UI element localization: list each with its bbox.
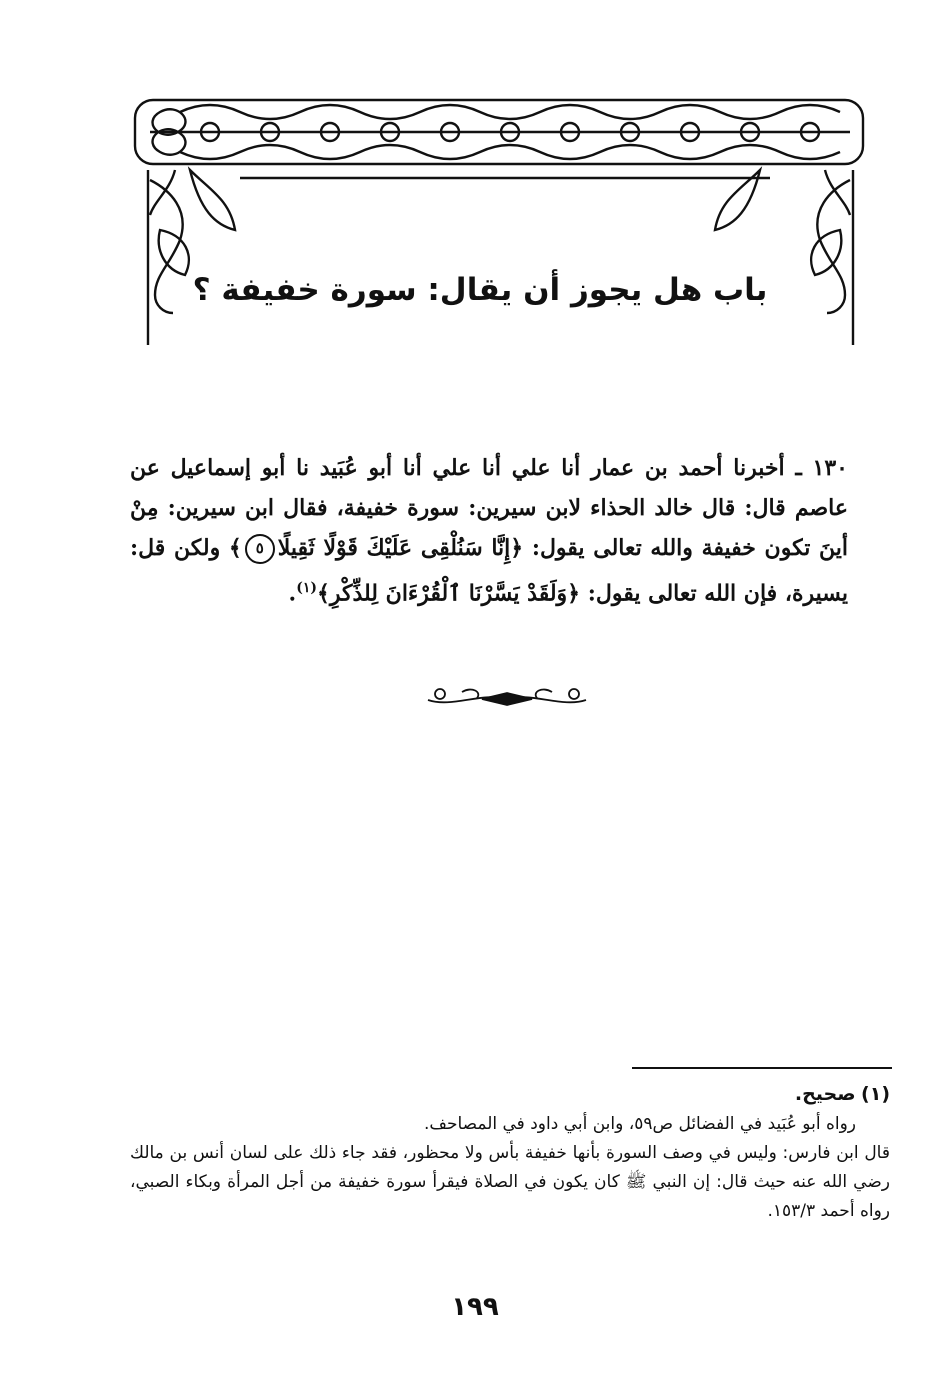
quran-quote-1: ﴿إِنَّا سَنُلْقِى عَلَيْكَ قَوْلًا ثَقِيلًا	[277, 535, 524, 561]
footnote-line-2: قال ابن فارس: وليس في وصف السورة بأنها خفيفة بأس ولا محظور، فقد جاء ذلك على لسان أنس بن مالك رضي الله عنه حيث قال: إن النبي ﷺ كان يكون في الصلاة فيقرأ سورة خفيفة من أجل المرأة وبكاء الصبي، رواه أحمد ١٥٣/٣.	[130, 1143, 890, 1221]
hadith-end: .	[288, 580, 297, 607]
footnote-number: (١)	[861, 1083, 890, 1105]
hadith-text	[130, 448, 848, 613]
hadith-text-part-2: ولكن قل: يسيرة، فإن الله تعالى يقول:	[130, 535, 848, 607]
quran-quote-2: ﴿وَلَقَدْ يَسَّرْنَا ٱلْقُرْءَانَ لِلذِّكْرِ﴾	[316, 580, 581, 607]
chapter-title: باب هل يجوز أن يقال: سورة خفيفة ؟	[192, 272, 768, 308]
footnote-grade: صحيح.	[794, 1083, 856, 1105]
ayah-number-marker: ٥	[245, 534, 275, 564]
footnote-separator	[632, 1067, 892, 1069]
footnote-line-1: رواه أبو عُبَيد في الفضائل ص٥٩، وابن أبي داود في المصاحف.	[423, 1114, 856, 1134]
hadith-number: ١٣٠	[812, 455, 848, 481]
quran-quote-1-close: ﴾	[228, 535, 242, 561]
footnote-reference: (١)	[296, 580, 317, 596]
footnotes	[130, 1080, 890, 1226]
hadith-text-part-1: ـ أخبرنا أحمد بن عمار أنا علي أنا علي أنا أبو عُبَيد نا أبو إسماعيل عن عاصم قال: قال خالد الحذاء لابن سيرين: سورة خفيفة، فقال ابن سيرين: مِنْ أينَ تكون خفيفة والله تعالى يقول:	[130, 455, 848, 561]
ornamental-divider	[422, 682, 592, 716]
page-number: ١٩٩	[451, 1292, 499, 1322]
